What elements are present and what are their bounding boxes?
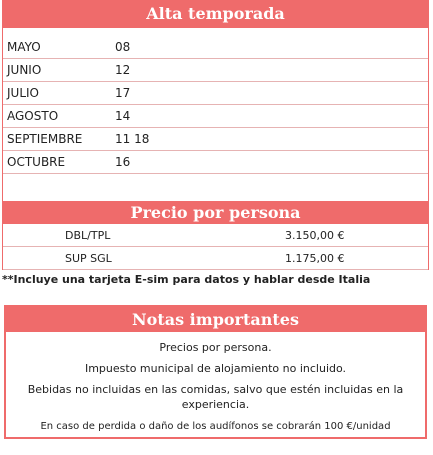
price-value: 3.150,00 € bbox=[285, 229, 345, 242]
table-row bbox=[3, 59, 428, 82]
note-line: Bebidas no incluidas en las comidas, salvo que estén incluidas en la experiencia. bbox=[27, 383, 404, 411]
notas-box bbox=[4, 305, 427, 439]
precio-por-persona-header: Precio por persona bbox=[2, 202, 429, 224]
month-days: 11 18 bbox=[115, 132, 150, 146]
note-line: Impuesto municipal de alojamiento no incluido. bbox=[84, 362, 347, 375]
room-type-label: DBL/TPL bbox=[65, 229, 111, 242]
month-name: SEPTIEMBRE bbox=[7, 132, 83, 146]
month-name: JULIO bbox=[7, 86, 39, 100]
month-days: 16 bbox=[115, 155, 131, 169]
table-row bbox=[3, 247, 428, 270]
month-days: 08 bbox=[115, 40, 131, 54]
month-days: 12 bbox=[115, 63, 131, 77]
table-row bbox=[3, 151, 428, 174]
esim-note: **Incluye una tarjeta E-sim para datos y hablar desde Italia bbox=[2, 273, 371, 286]
table-row bbox=[3, 105, 428, 128]
table-row bbox=[3, 36, 428, 59]
season-table bbox=[2, 28, 429, 202]
month-days: 17 bbox=[115, 86, 131, 100]
alta-temporada-header: Alta temporada bbox=[2, 0, 429, 28]
table-row bbox=[3, 224, 428, 247]
month-name: JUNIO bbox=[7, 63, 42, 77]
notas-importantes-header: Notas importantes bbox=[6, 307, 425, 332]
note-line: En caso de perdida o daño de los audífonos se cobrarán 100 €/unidad bbox=[40, 421, 391, 432]
table-row bbox=[3, 128, 428, 151]
month-name: MAYO bbox=[7, 40, 41, 54]
month-name: AGOSTO bbox=[7, 109, 59, 123]
note-line: Precios por persona. bbox=[159, 341, 272, 354]
room-type-label: SUP SGL bbox=[65, 252, 112, 265]
price-table bbox=[2, 224, 429, 270]
table-row bbox=[3, 82, 428, 105]
month-days: 14 bbox=[115, 109, 131, 123]
month-name: OCTUBRE bbox=[7, 155, 66, 169]
price-value: 1.175,00 € bbox=[285, 252, 345, 265]
